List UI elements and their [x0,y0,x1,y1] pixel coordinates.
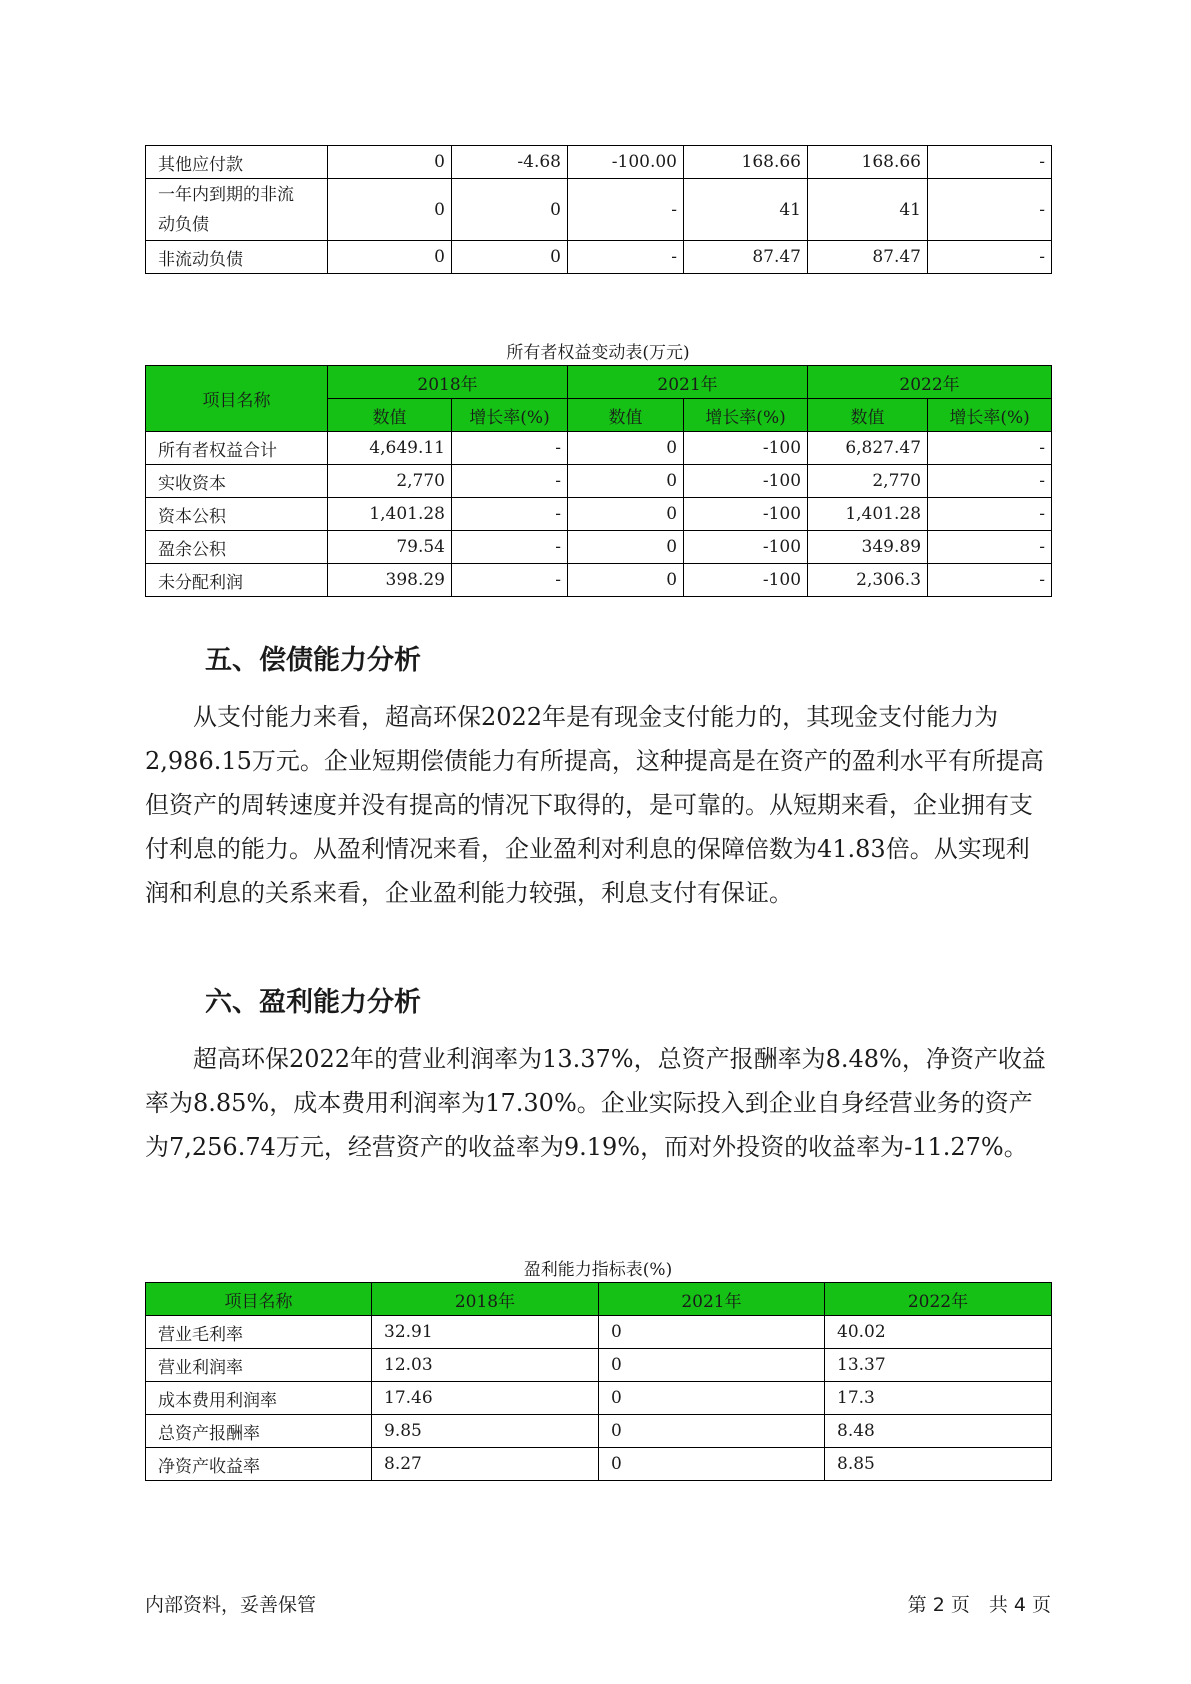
cell: 0 [328,179,452,241]
cell: 32.91 [372,1316,599,1349]
cell: 0 [599,1349,825,1382]
cell: - [452,531,568,564]
sub-header: 增长率(%) [452,399,568,432]
row-label-line: 一年内到期的非流 [158,184,294,205]
sub-header: 数值 [808,399,928,432]
table-row [146,465,1052,498]
row-label: 实收资本 [146,465,328,498]
cell: - [452,465,568,498]
cell: 0 [568,564,684,597]
table-row [146,564,1052,597]
sub-header: 数值 [328,399,452,432]
row-label: 净资产收益率 [146,1448,372,1481]
cell: 349.89 [808,531,928,564]
equity-table-caption: 所有者权益变动表(万元) [506,343,690,363]
row-label: 所有者权益合计 [146,432,328,465]
column-header: 2022年 [825,1283,1052,1316]
cell: 6,827.47 [808,432,928,465]
cell: 2,306.3 [808,564,928,597]
cell: -100.00 [568,146,684,179]
cell: 0 [599,1415,825,1448]
cell: 41 [684,179,808,241]
cell: 12.03 [372,1349,599,1382]
cell: 8.48 [825,1415,1052,1448]
cell: 2,770 [328,465,452,498]
section-heading: 五、偿债能力分析 [205,645,421,676]
row-label: 营业毛利率 [146,1316,372,1349]
row-label-line: 动负债 [158,214,209,235]
cell: 398.29 [328,564,452,597]
cell: - [452,498,568,531]
cell: 8.27 [372,1448,599,1481]
cell: 1,401.28 [808,498,928,531]
cell: -100 [684,465,808,498]
cell: - [452,564,568,597]
cell: 1,401.28 [328,498,452,531]
year-header: 2018年 [328,366,568,399]
row-label: 非流动负债 [146,241,328,274]
cell: 0 [568,432,684,465]
table-row [146,241,1052,274]
profit-table-caption: 盈利能力指标表(%) [523,1260,673,1280]
cell: 41 [808,179,928,241]
sub-header: 增长率(%) [684,399,808,432]
row-label [146,179,328,241]
footer-page-number: 第 2 页 共 4 页 [907,1594,1051,1616]
table-row [146,498,1052,531]
header-row [146,1283,1052,1316]
cell: 0 [599,1448,825,1481]
section-paragraph: 从支付能力来看，超高环保2022年是有现金支付能力的，其现金支付能力为2,986.15万元。企业短期偿债能力有所提高，这种提高是在资产的盈利水平有所提高但资产的周转速度并没有提高的情况下取得的，是可靠的。从短期来看，企业拥有支付利息的能力。从盈利情况来看，企业盈利对利息的保障倍数为41.83倍。从实现利润和利息的关系来看，企业盈利能力较强，利息支付有保证。 [145,703,1044,907]
cell: 87.47 [808,241,928,274]
liability-table [145,145,1052,274]
table-row [146,1448,1052,1481]
row-label: 其他应付款 [146,146,328,179]
table-row [146,179,1052,241]
cell: 0 [568,465,684,498]
cell: - [928,146,1052,179]
table-row [146,1382,1052,1415]
row-label: 盈余公积 [146,531,328,564]
cell: -100 [684,564,808,597]
cell: - [928,564,1052,597]
cell: 13.37 [825,1349,1052,1382]
section-paragraph: 超高环保2022年的营业利润率为13.37%，总资产报酬率为8.48%，净资产收益率为8.85%，成本费用利润率为17.30%。企业实际投入到企业自身经营业务的资产为7,256.74万元，经营资产的收益率为9.19%，而对外投资的收益率为-11.27%。 [145,1045,1046,1161]
cell: - [452,432,568,465]
sub-header: 数值 [568,399,684,432]
cell: 9.85 [372,1415,599,1448]
table-row [146,531,1052,564]
cell: 0 [599,1382,825,1415]
row-label: 总资产报酬率 [146,1415,372,1448]
header-row [146,366,1052,399]
table-row [146,1415,1052,1448]
cell: -4.68 [452,146,568,179]
cell: 0 [452,241,568,274]
row-label: 资本公积 [146,498,328,531]
column-header: 项目名称 [146,1283,372,1316]
table-row [146,1316,1052,1349]
cell: 0 [568,531,684,564]
column-header: 2021年 [599,1283,825,1316]
footer-confidential-note: 内部资料，妥善保管 [145,1594,317,1616]
cell: 17.46 [372,1382,599,1415]
row-label: 营业利润率 [146,1349,372,1382]
cell: - [928,498,1052,531]
cell: 0 [599,1316,825,1349]
column-header: 2018年 [372,1283,599,1316]
row-label: 未分配利润 [146,564,328,597]
cell: -100 [684,498,808,531]
equity-table [145,365,1052,597]
cell: -100 [684,531,808,564]
cell: - [568,179,684,241]
table-row [146,432,1052,465]
sub-header: 增长率(%) [928,399,1052,432]
cell: 4,649.11 [328,432,452,465]
cell: 0 [568,498,684,531]
year-header: 2021年 [568,366,808,399]
year-header: 2022年 [808,366,1052,399]
cell: 8.85 [825,1448,1052,1481]
cell: 79.54 [328,531,452,564]
cell: - [928,465,1052,498]
table-row [146,146,1052,179]
item-name-header: 项目名称 [146,366,328,432]
cell: - [928,432,1052,465]
cell: 17.3 [825,1382,1052,1415]
table-row [146,1349,1052,1382]
row-label: 成本费用利润率 [146,1382,372,1415]
cell: - [928,241,1052,274]
cell: 0 [328,241,452,274]
cell: - [928,179,1052,241]
profit-table [145,1282,1052,1481]
cell: 0 [452,179,568,241]
cell: 168.66 [808,146,928,179]
cell: 87.47 [684,241,808,274]
cell: 40.02 [825,1316,1052,1349]
cell: - [568,241,684,274]
cell: 0 [328,146,452,179]
cell: -100 [684,432,808,465]
cell: 168.66 [684,146,808,179]
cell: - [928,531,1052,564]
section-heading: 六、盈利能力分析 [205,987,421,1018]
cell: 2,770 [808,465,928,498]
